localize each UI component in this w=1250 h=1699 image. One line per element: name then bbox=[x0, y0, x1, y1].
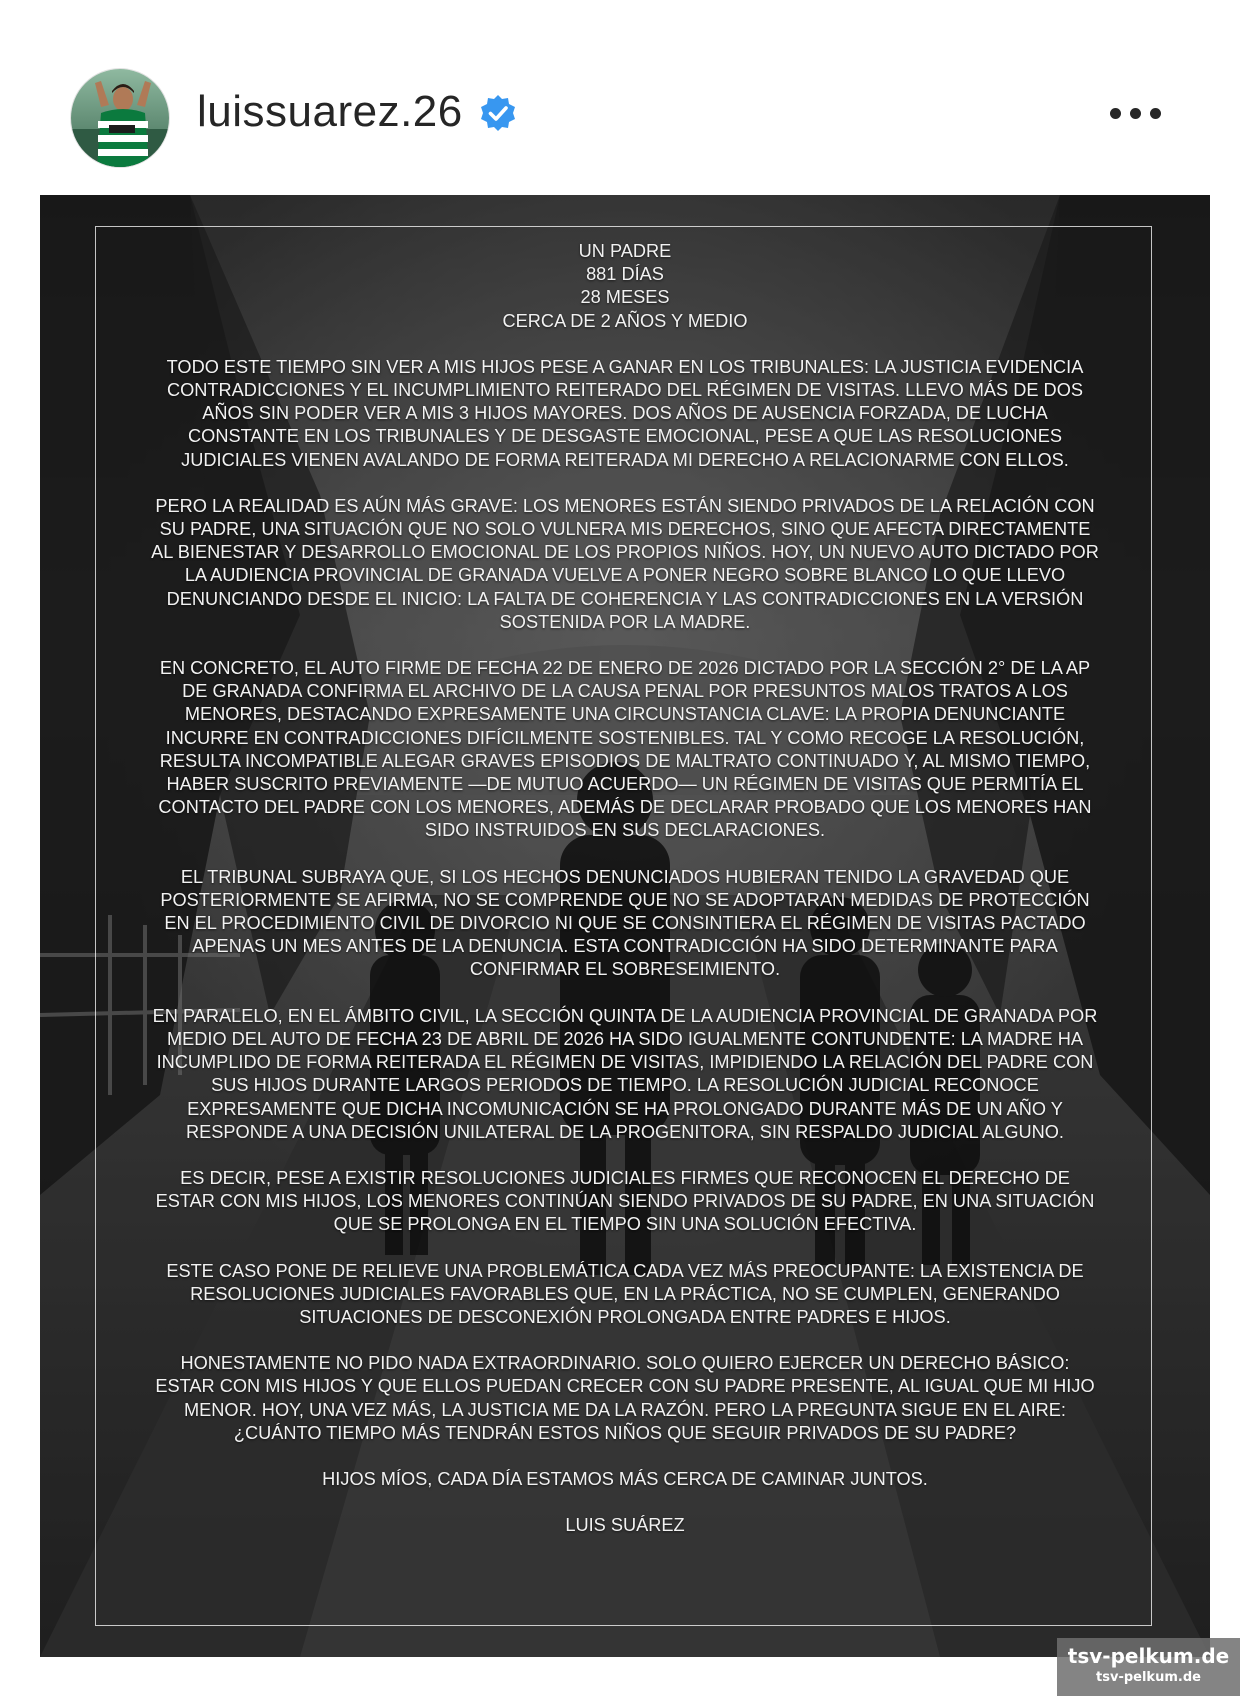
statement-paragraph: HONESTAMENTE NO PIDO NADA EXTRAORDINARIO. SOLO QUIERO EJERCER UN DERECHO BÁSICO: ESTAR CON MIS HIJOS Y QUE ELLOS PUEDAN CRECER CON SU PADRE PRESENTE, AL IGUAL QUE MI HIJO MENOR. HOY, UNA VEZ MÁS, LA JUSTICIA ME DA LA RAZÓN. PERO LA PREGUNTA SIGUE EN EL AIRE: ¿CUÁNTO TIEMPO MÁS TENDRÁN ESTOS NIÑOS QUE SEGUIR PRIVADOS DE SU PADRE? bbox=[155, 1353, 1095, 1443]
statement-heading bbox=[150, 240, 1100, 333]
heading-line: UN PADRE bbox=[578, 241, 672, 261]
statement-paragraph: ES DECIR, PESE A EXISTIR RESOLUCIONES JUDICIALES FIRMES QUE RECONOCEN EL DERECHO DE ESTAR CON MIS HIJOS, LOS MENORES CONTINÚAN SIENDO PRIVADOS DE SU PADRE, EN UNA SITUACIÓN QUE SE PROLONGA EN EL TIEMPO SIN UNA SOLUCIÓN EFECTIVA. bbox=[155, 1167, 1095, 1235]
more-horizontal-icon-dot bbox=[1130, 108, 1141, 119]
username[interactable]: luissuarez.26 bbox=[197, 87, 463, 136]
statement-paragraph: ESTE CASO PONE DE RELIEVE UNA PROBLEMÁTICA CADA VEZ MÁS PREOCUPANTE: LA EXISTENCIA DE RESOLUCIONES JUDICIALES FAVORABLES QUE, EN LA PRÁCTICA, NO SE CUMPLEN, GENERANDO SITUACIONES DE DESCONEXIÓN PROLONGADA ENTRE PADRES E HIJOS. bbox=[166, 1260, 1084, 1327]
heading-line: CERCA DE 2 AÑOS Y MEDIO bbox=[502, 310, 748, 331]
signature: LUIS SUÁREZ bbox=[565, 1515, 685, 1536]
more-horizontal-icon-dot bbox=[1110, 108, 1121, 119]
heading-line: 881 DÍAS bbox=[586, 264, 664, 285]
more-horizontal-icon-dot bbox=[1150, 108, 1161, 119]
statement-paragraph: EN CONCRETO, EL AUTO FIRME DE FECHA 22 DE ENERO DE 2026 DICTADO POR LA SECCIÓN 2° DE LA AP DE GRANADA CONFIRMA EL ARCHIVO DE LA CAUSA PENAL POR PRESUNTOS MALOS TRATOS A LOS MENORES, DESTACANDO EXPRESAMENTE UNA CIRCUNSTANCIA CLAVE: LA PROPIA DENUNCIANTE INCURRE EN CONTRADICCIONES DIFÍCILMENTE SOSTENIBLES. TAL Y COMO RECOGE LA RESOLUCIÓN, RESULTA INCOMPATIBLE ALEGAR GRAVES EPISODIOS DE MALTRATO CONTINUADO Y, AL MISMO TIEMPO, HABER SUSCRITO PREVIAMENTE —DE MUTUO ACUERDO— UN RÉGIMEN DE VISITAS QUE PERMITÍA EL CONTACTO DEL PADRE CON LOS MENORES, ADEMÁS DE DECLARAR PROBADO QUE LOS MENORES HAN SIDO INSTRUIDOS EN SUS DECLARACIONES. bbox=[158, 658, 1092, 841]
post-image bbox=[40, 195, 1210, 1657]
statement-text bbox=[150, 240, 1100, 1537]
statement-paragraph: PERO LA REALIDAD ES AÚN MÁS GRAVE: LOS MENORES ESTÁN SIENDO PRIVADOS DE LA RELACIÓN CON SU PADRE, UNA SITUACIÓN QUE NO SOLO VULNERA MIS DERECHOS, SINO QUE AFECTA DIRECTAMENTE AL BIENESTAR Y DESARROLLO EMOCIONAL DE LOS PROPIOS NIÑOS. HOY, UN NUEVO AUTO DICTADO POR LA AUDIENCIA PROVINCIAL DE GRANADA VUELVE A PONER NEGRO SOBRE BLANCO LO QUE LLEVO DENUNCIANDO DESDE EL INICIO: LA FALTA DE COHERENCIA Y LAS CONTRADICCIONES EN LA VERSIÓN SOSTENIDA POR LA MADRE. bbox=[151, 495, 1099, 632]
statement-paragraph: EN PARALELO, EN EL ÁMBITO CIVIL, LA SECCIÓN QUINTA DE LA AUDIENCIA PROVINCIAL DE GRANADA POR MEDIO DEL AUTO DE FECHA 23 DE ABRIL DE 2026 HA SIDO IGUALMENTE CONTUNDENTE: LA MADRE HA INCUMPLIDO DE FORMA REITERADA EL RÉGIMEN DE VISITAS, IMPIDIENDO LA RELACIÓN DEL PADRE CON SUS HIJOS DURANTE LARGOS PERIODOS DE TIEMPO. LA RESOLUCIÓN JUDICIAL RECONOCE EXPRESAMENTE QUE DICHA INCOMUNICACIÓN SE HA PROLONGADO DURANTE MÁS DE UN AÑO Y RESPONDE A UNA DECISIÓN UNILATERAL DE LA PROGENITORA, SIN RESPALDO JUDICIAL ALGUNO. bbox=[152, 1005, 1098, 1142]
profile-photo-icon bbox=[71, 69, 169, 167]
watermark-line-2: tsv-pelkum.de bbox=[1096, 1670, 1201, 1685]
watermark-line-1: tsv-pelkum.de bbox=[1067, 1644, 1230, 1668]
statement-paragraph: TODO ESTE TIEMPO SIN VER A MIS HIJOS PESE A GANAR EN LOS TRIBUNALES: LA JUSTICIA EVIDENCIA CONTRADICCIONES Y EL INCUMPLIMIENTO REITERADO DEL RÉGIMEN DE VISITAS. LLEVO MÁS DE DOS AÑOS SIN PODER VER A MIS 3 HIJOS MAYORES. DOS AÑOS DE AUSENCIA FORZADA, DE LUCHA CONSTANTE EN LOS TRIBUNALES Y DE DESGASTE EMOCIONAL, PESE A QUE LAS RESOLUCIONES JUDICIALES VIENEN AVALANDO DE FORMA REITERADA MI DERECHO A RELACIONARME CON ELLOS. bbox=[166, 356, 1084, 470]
watermark bbox=[1057, 1638, 1240, 1696]
avatar[interactable] bbox=[70, 68, 170, 168]
post-header bbox=[0, 0, 1250, 195]
verified-badge-icon bbox=[478, 93, 518, 133]
heading-line: 28 MESES bbox=[580, 287, 670, 308]
more-options-button[interactable] bbox=[1110, 98, 1166, 128]
statement-paragraph: EL TRIBUNAL SUBRAYA QUE, SI LOS HECHOS DENUNCIADOS HUBIERAN TENIDO LA GRAVEDAD QUE POSTERIORMENTE SE AFIRMA, NO SE COMPRENDE QUE NO SE ADOPTARAN MEDIDAS DE PROTECCIÓN EN EL PROCEDIMIENTO CIVIL DE DIVORCIO NI QUE SE CONSINTIERA EL RÉGIMEN DE VISITAS PACTADO APENAS UN MES ANTES DE LA DENUNCIA. ESTA CONTRADICCIÓN HA SIDO DETERMINANTE PARA CONFIRMAR EL SOBRESEIMIENTO. bbox=[160, 866, 1090, 980]
statement-paragraph: HIJOS MÍOS, CADA DÍA ESTAMOS MÁS CERCA DE CAMINAR JUNTOS. bbox=[322, 1468, 928, 1489]
